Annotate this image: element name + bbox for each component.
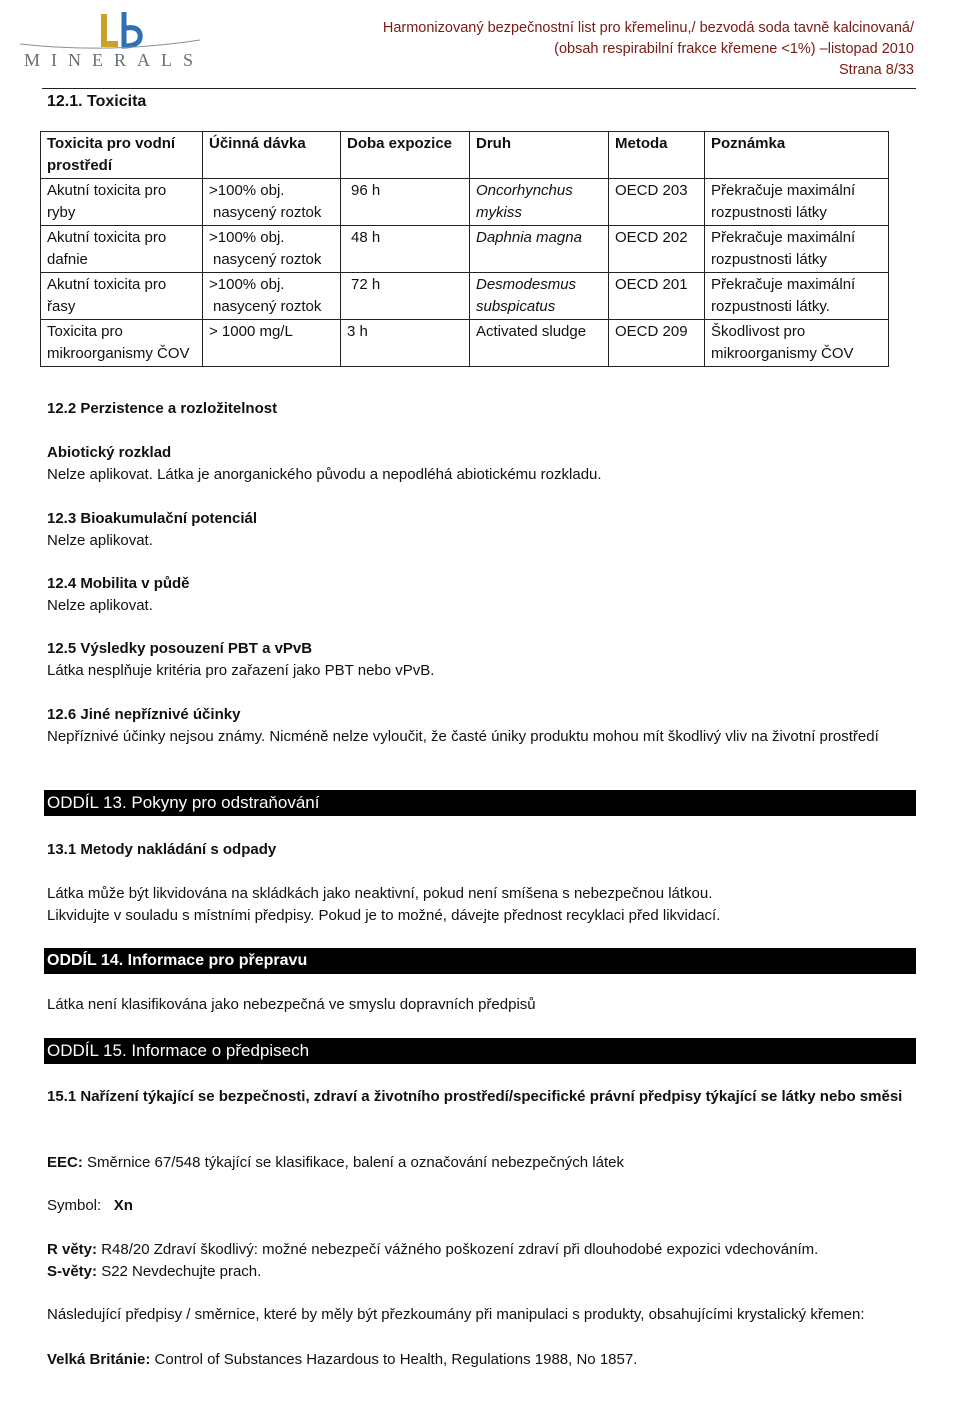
dose-value: >100% obj. [209,182,285,199]
section-12-2-subtitle: Abiotický rozklad [47,444,172,461]
section-12-2-text [47,464,602,486]
table-cell: 72 h [341,273,470,320]
table-header: Doba expozice [341,132,470,179]
text-part: Látka je anorganického původu a nepodléhá abiotickému rozkladu. [157,466,602,483]
table-cell: OECD 202 [609,226,705,273]
document-header [383,18,914,81]
s-phrases-line [47,1261,261,1283]
eec-label: EEC: [47,1154,83,1171]
table-cell [203,226,341,273]
section-12-3-text: Nelze aplikovat. [47,532,153,549]
logo-mark-icon [20,8,200,56]
uk-text: Control of Substances Hazardous to Health, Regulations 1988, No 1857. [150,1351,638,1368]
r-phrases-line [47,1239,818,1261]
note-line: Překračuje maximální [711,182,856,199]
symbol-value: Xn [113,1197,133,1214]
section-14-text: Látka není klasifikována jako nebezpečná ve smyslu dopravních předpisů [47,996,536,1013]
table-cell: Toxicita pro mikroorganismy ČOV [41,320,203,367]
table-cell: 48 h [341,226,470,273]
table-cell: OECD 203 [609,179,705,226]
table-cell: 3 h [341,320,470,367]
eec-text: Směrnice 67/548 týkající se klasifikace, balení a označování nebezpečných látek [82,1154,624,1171]
section-13-1-title: 13.1 Metody nakládání s odpady [47,841,277,858]
dose-value: >100% obj. [209,229,285,246]
table-header: Toxicita pro vodní prostředí [41,132,203,179]
table-cell: Akutní toxicita pro ryby [41,179,203,226]
section-14-bar: ODDÍL 14. Informace pro přepravu [44,948,916,974]
note-line: rozpustnosti látky. [711,298,830,315]
dose-note: nasycený roztok [213,298,322,315]
note-line: Překračuje maximální [711,276,856,293]
dose-note: nasycený roztok [213,251,322,268]
toxicity-table [40,131,889,367]
following-regulations-text: Následující předpisy / směrnice, které by měly být přezkoumány při manipulaci s produkty, obsahujícími krystalický křemen: [47,1306,865,1323]
header-title-line2: (obsah respirabilní frakce křemene <1%) –listopad 2010 [554,41,914,57]
section-12-2-title: 12.2 Perzistence a rozložitelnost [47,400,278,417]
note-line: Překračuje maximální [711,229,856,246]
symbol-label: Symbol: [47,1197,102,1214]
uk-line [47,1349,637,1371]
section-12-5-text: Látka nesplňuje kritéria pro zařazení jako PBT nebo vPvB. [47,662,435,679]
section-12-6-title: 12.6 Jiné nepříznivé účinky [47,706,241,723]
symbol-line [47,1195,133,1217]
table-cell: > 1000 mg/L [203,320,341,367]
section-15-1-title: 15.1 Nařízení týkající se bezpečnosti, zdraví a životního prostředí/specifické právní předpisy týkající se látky nebo směsi [47,1088,903,1105]
table-row [41,320,889,367]
section-13-text-2: Likvidujte v souladu s místními předpisy. Pokud je to možné, dávejte přednost recyklaci před likvidací. [47,907,721,924]
section-13-text-1: Látka může být likvidována na skládkách jako neaktivní, pokud není smíšena s nebezpečnou látkou. [47,885,713,902]
note-line: rozpustnosti látky [711,204,827,221]
text-part: Nelze aplikovat. [47,466,153,483]
table-row [41,226,889,273]
logo-wordmark: MINERALS [24,50,205,70]
table-cell: Daphnia magna [470,226,609,273]
s-label: S-věty: [47,1263,98,1280]
table-cell [705,179,889,226]
table-cell: Activated sludge [470,320,609,367]
table-cell [203,179,341,226]
section-13-bar: ODDÍL 13. Pokyny pro odstraňování [44,790,916,816]
table-cell: OECD 209 [609,320,705,367]
r-label: R věty: [47,1241,98,1258]
section-12-5-title: 12.5 Výsledky posouzení PBT a vPvB [47,640,313,657]
table-row [41,273,889,320]
table-cell [705,226,889,273]
table-cell [705,273,889,320]
table-cell: Oncorhynchus mykiss [470,179,609,226]
uk-label: Velká Británie: [47,1351,151,1368]
table-cell: 96 h [341,179,470,226]
table-header: Poznámka [705,132,889,179]
table-header-row [41,132,889,179]
r-text: R48/20 Zdraví škodlivý: možné nebezpečí vážného poškození zdraví při dlouhodobé expozici vdechováním. [97,1241,819,1258]
page-number: Strana 8/33 [839,62,914,78]
table-header: Metoda [609,132,705,179]
table-header: Druh [470,132,609,179]
table-header: Účinná dávka [203,132,341,179]
table-cell: Akutní toxicita pro dafnie [41,226,203,273]
section-12-4-title: 12.4 Mobilita v půdě [47,575,190,592]
section-12-1-title: 12.1. Toxicita [47,93,147,110]
table-cell [203,273,341,320]
dose-value: >100% obj. [209,276,285,293]
dose-note: nasycený roztok [213,204,322,221]
eec-line [47,1152,624,1174]
section-15-bar: ODDÍL 15. Informace o předpisech [44,1038,916,1064]
table-row [41,179,889,226]
table-cell: Akutní toxicita pro řasy [41,273,203,320]
section-12-4-text: Nelze aplikovat. [47,597,153,614]
table-cell: Desmodesmus subspicatus [470,273,609,320]
table-cell: Škodlivost pro mikroorganismy ČOV [705,320,889,367]
header-divider [42,88,916,89]
section-12-6-text: Nepříznivé účinky nejsou známy. Nicméně nelze vyloučit, že časté úniky produktu mohou mít škodlivý vliv na životní prostředí [47,728,879,745]
note-line: rozpustnosti látky [711,251,827,268]
table-cell: OECD 201 [609,273,705,320]
header-title-line1: Harmonizovaný bezpečnostní list pro křemelinu,/ bezvodá soda tavně kalcinovaná/ [382,20,914,36]
section-12-3-title: 12.3 Bioakumulační potenciál [47,510,258,527]
s-text: S22 Nevdechujte prach. [97,1263,262,1280]
